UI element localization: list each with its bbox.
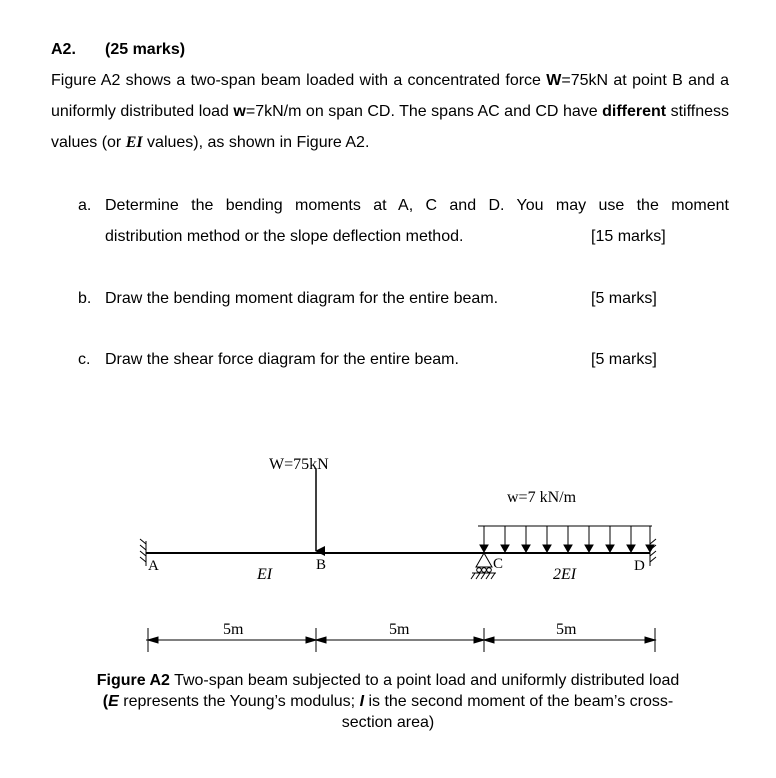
figure-caption-line2 xyxy=(40,691,736,712)
caption-figure-ref: Figure A2 xyxy=(96,672,170,689)
intro-text-5: values), as shown in Figure A2. xyxy=(142,134,370,151)
udl-load xyxy=(478,526,654,552)
node-label-c: C xyxy=(493,556,504,572)
intro-w: w xyxy=(233,103,246,120)
caption-E: E xyxy=(108,693,119,710)
part-c-text: Draw the shear force diagram for the entire beam. xyxy=(105,351,459,368)
node-label-a: A xyxy=(148,558,159,574)
figure-caption-line3: section area) xyxy=(341,714,435,731)
part-b-letter: b. xyxy=(78,290,92,307)
figure-caption-line1 xyxy=(40,670,736,691)
part-a-text-line1: Determine the bending moments at A, C and D. You may use the moment xyxy=(105,197,729,214)
intro-text-3: =7kN/m on span CD. The spans AC and CD have xyxy=(245,103,603,120)
udl-arrows xyxy=(480,526,654,552)
question-number: A2. xyxy=(51,41,76,58)
dimension-label-cd: 5m xyxy=(556,621,577,638)
node-label-d: D xyxy=(634,558,645,574)
part-c-marks: [5 marks] xyxy=(591,351,657,368)
caption-text-2: represents the Young’s modulus; xyxy=(118,693,360,710)
intro-EI: EI xyxy=(125,134,143,151)
caption-text-1: Two-span beam subjected to a point load and uniformly distributed load xyxy=(169,672,680,689)
intro-text-4: stiffness values (or xyxy=(51,103,730,151)
fixed-support-a xyxy=(140,539,146,566)
intro-W: W xyxy=(546,72,562,89)
question-marks: (25 marks) xyxy=(105,41,186,58)
caption-text-3: is the second moment of the beam’s cross- xyxy=(364,693,674,710)
udl-label: w=7 kN/m xyxy=(507,489,577,506)
dimension-label-ab: 5m xyxy=(223,621,244,638)
dimension-label-bc: 5m xyxy=(389,621,410,638)
caption-open-paren: ( xyxy=(102,693,109,710)
part-a-marks: [15 marks] xyxy=(591,228,666,245)
part-b-text: Draw the bending moment diagram for the entire beam. xyxy=(105,290,499,307)
stiffness-label-ac: EI xyxy=(257,566,273,583)
intro-text-1: Figure A2 shows a two-span beam loaded with a concentrated force xyxy=(51,72,547,89)
intro-different: different xyxy=(602,103,667,120)
stiffness-label-cd: 2EI xyxy=(553,566,577,583)
part-c-letter: c. xyxy=(78,351,91,368)
node-label-b: B xyxy=(316,557,327,573)
part-a-letter: a. xyxy=(78,197,92,214)
point-load-label: W=75kN xyxy=(269,456,329,473)
intro-text-2: =75kN at point B and a uniformly distributed load xyxy=(51,72,730,120)
fixed-support-d xyxy=(650,539,656,566)
part-a-text-line2: distribution method or the slope deflection method. xyxy=(105,228,464,245)
part-b-marks: [5 marks] xyxy=(591,290,657,307)
caption-I: I xyxy=(359,693,365,710)
